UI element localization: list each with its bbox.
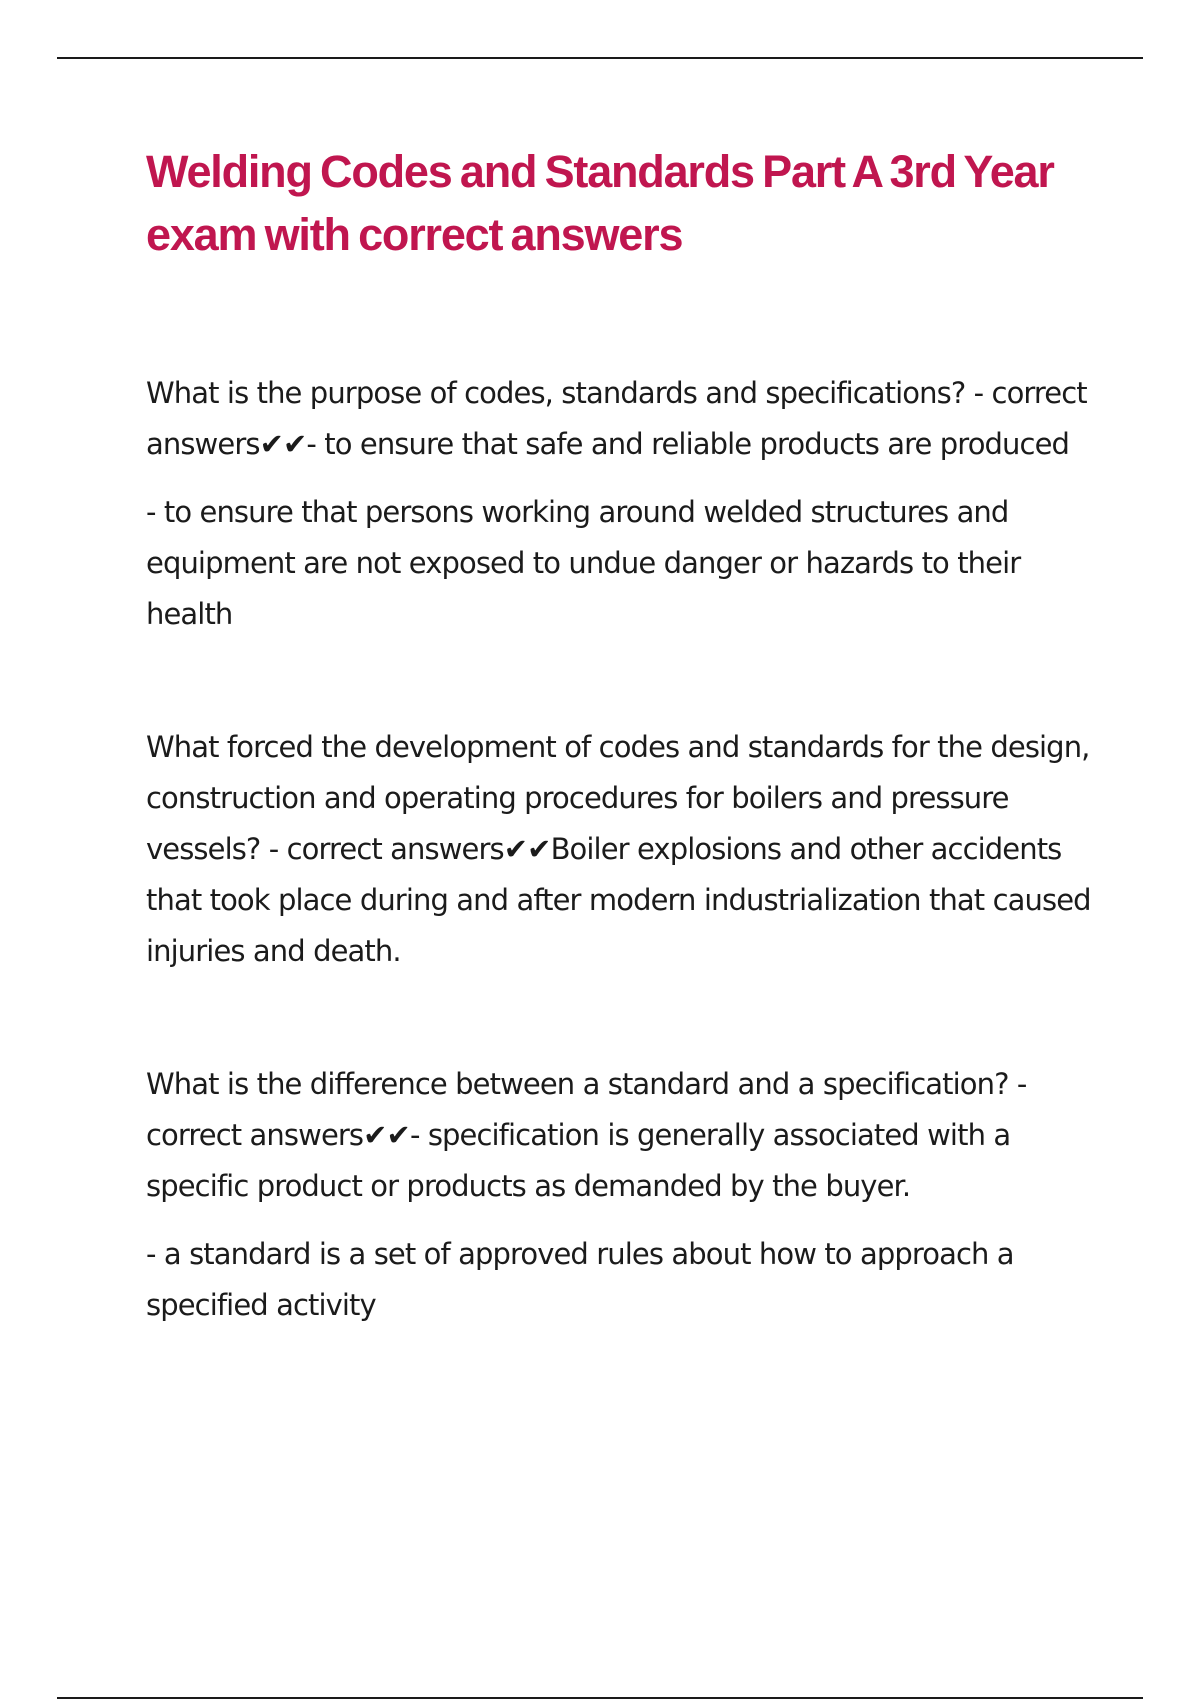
question-list [146,368,1091,1331]
answer-text: - specification is generally associated with a specific product or products as demanded by the buyer. [146,1118,1011,1203]
question-paragraph [146,722,1091,977]
question-text: What is the purpose of codes, standards and specifications? - correct answers [146,376,1087,461]
answer-text: - to ensure that safe and reliable products are produced [306,427,1070,461]
question-paragraph [146,368,1091,470]
question-text: What is the difference between a standard and a specification? - correct answers [146,1067,1027,1152]
answer-text: Boiler explosions and other accidents that took place during and after modern industrialization that caused injuries and death. [146,832,1091,968]
checkmark-icon: ✔✔ [503,832,551,866]
question-block-3 [146,1059,1091,1331]
document-body [146,140,1091,1413]
answer-paragraph: - a standard is a set of approved rules about how to approach a specified activity [146,1237,1014,1322]
checkmark-icon: ✔✔ [363,1118,410,1152]
question-paragraph [146,1059,1091,1212]
question-block-2 [146,722,1091,977]
question-block-1 [146,368,1091,640]
bottom-rule [57,1697,1143,1699]
checkmark-icon: ✔✔ [259,427,307,461]
top-rule [57,57,1143,59]
answer-paragraph: - to ensure that persons working around welded structures and equipment are not exposed to undue danger or hazards to their health [146,495,1021,631]
document-title: Welding Codes and Standards Part A 3rd Year exam with correct answers [146,146,1054,260]
question-text: What forced the development of codes and standards for the design, construction and operating procedures for boilers and pressure vessels? - correct answers [146,730,1090,866]
